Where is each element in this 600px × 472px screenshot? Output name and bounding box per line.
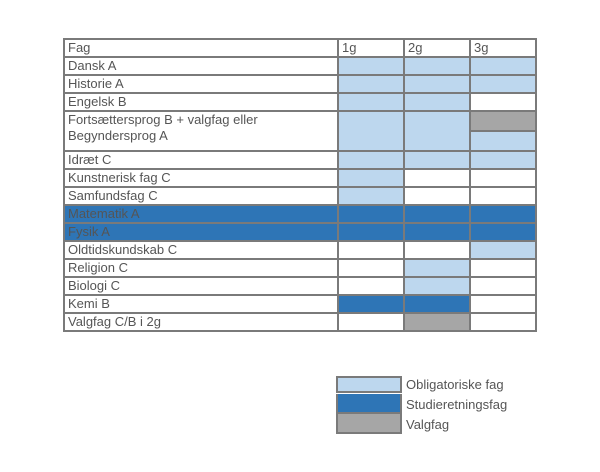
subject-label-line2: Begyndersprog A — [68, 128, 168, 143]
year-cell-obligatorisk — [404, 259, 470, 277]
year-cell-empty — [338, 277, 404, 295]
subject-label-line1: Fortsættersprog B + valgfag eller — [68, 112, 258, 127]
table-row — [64, 295, 536, 313]
year-cell-obligatorisk — [404, 75, 470, 93]
year-cell-obligatorisk — [470, 241, 536, 259]
legend-label: Valgfag — [406, 416, 450, 432]
table-row — [64, 169, 536, 187]
year-cell-obligatorisk — [470, 57, 536, 75]
year-cell-studieretning — [404, 205, 470, 223]
legend-item-obligatorisk — [336, 374, 507, 394]
subject-label: Dansk A — [64, 57, 338, 75]
year-cell-empty — [404, 187, 470, 205]
subject-label: Idræt C — [64, 151, 338, 169]
year-cell-empty — [404, 241, 470, 259]
legend-swatch-studieretning — [336, 394, 402, 414]
table-row — [64, 205, 536, 223]
year-cell-obligatorisk — [404, 111, 470, 151]
course-table — [63, 38, 537, 332]
subject-label: Engelsk B — [64, 93, 338, 111]
year-cell-empty — [470, 93, 536, 111]
legend-label: Obligatoriske fag — [406, 376, 504, 392]
header-year-2g: 2g — [404, 39, 470, 57]
table-row — [64, 187, 536, 205]
year-cell-obligatorisk — [338, 169, 404, 187]
header-year-3g: 3g — [470, 39, 536, 57]
subject-label: Matematik A — [64, 205, 338, 223]
year-cell-obligatorisk — [404, 93, 470, 111]
year-cell-studieretning — [338, 223, 404, 241]
year-cell-valgfag — [471, 112, 535, 132]
year-cell-empty — [338, 259, 404, 277]
table-row — [64, 223, 536, 241]
table-row — [64, 241, 536, 259]
year-cell-obligatorisk — [404, 57, 470, 75]
year-cell-studieretning — [470, 205, 536, 223]
table-row — [64, 313, 536, 331]
legend — [336, 374, 507, 434]
year-cell-obligatorisk — [404, 277, 470, 295]
header-year-1g: 1g — [338, 39, 404, 57]
legend-swatch-obligatorisk — [336, 376, 402, 393]
table-row — [64, 151, 536, 169]
year-cell-obligatorisk — [338, 57, 404, 75]
year-cell-obligatorisk — [470, 75, 536, 93]
year-cell-obligatorisk — [471, 132, 535, 150]
table-row — [64, 93, 536, 111]
year-cell-obligatorisk — [338, 111, 404, 151]
year-cell-studieretning — [404, 223, 470, 241]
table-row — [64, 277, 536, 295]
year-cell-empty — [338, 241, 404, 259]
table-row — [64, 111, 536, 151]
year-cell-studieretning — [338, 295, 404, 313]
header-subject: Fag — [64, 39, 338, 57]
year-cell-valgfag — [404, 313, 470, 331]
year-cell-studieretning — [470, 223, 536, 241]
table-row — [64, 57, 536, 75]
year-cell-obligatorisk — [404, 151, 470, 169]
table-row — [64, 259, 536, 277]
year-cell-empty — [338, 313, 404, 331]
subject-label: Samfundsfag C — [64, 187, 338, 205]
subject-label: Valgfag C/B i 2g — [64, 313, 338, 331]
year-cell-obligatorisk — [338, 75, 404, 93]
subject-label: Kemi B — [64, 295, 338, 313]
subject-label: Kunstnerisk fag C — [64, 169, 338, 187]
subject-label: Historie A — [64, 75, 338, 93]
subject-label-multiline — [64, 111, 338, 151]
year-cell-split — [470, 111, 536, 151]
year-cell-empty — [470, 295, 536, 313]
year-cell-empty — [470, 187, 536, 205]
year-cell-empty — [404, 169, 470, 187]
header-row — [64, 39, 536, 57]
year-cell-empty — [470, 169, 536, 187]
legend-label: Studieretningsfag — [406, 396, 508, 412]
year-cell-empty — [470, 259, 536, 277]
subject-label: Oldtidskundskab C — [64, 241, 338, 259]
year-cell-studieretning — [338, 205, 404, 223]
year-cell-studieretning — [404, 295, 470, 313]
legend-swatch-valgfag — [336, 414, 402, 434]
table-row — [64, 75, 536, 93]
year-cell-empty — [470, 277, 536, 295]
year-cell-obligatorisk — [338, 93, 404, 111]
year-cell-obligatorisk — [338, 187, 404, 205]
legend-item-studieretning — [336, 394, 507, 414]
year-cell-obligatorisk — [338, 151, 404, 169]
subject-label: Fysik A — [64, 223, 338, 241]
subject-label: Religion C — [64, 259, 338, 277]
legend-item-valgfag — [336, 414, 507, 434]
year-cell-empty — [470, 313, 536, 331]
year-cell-obligatorisk — [470, 151, 536, 169]
subject-label: Biologi C — [64, 277, 338, 295]
